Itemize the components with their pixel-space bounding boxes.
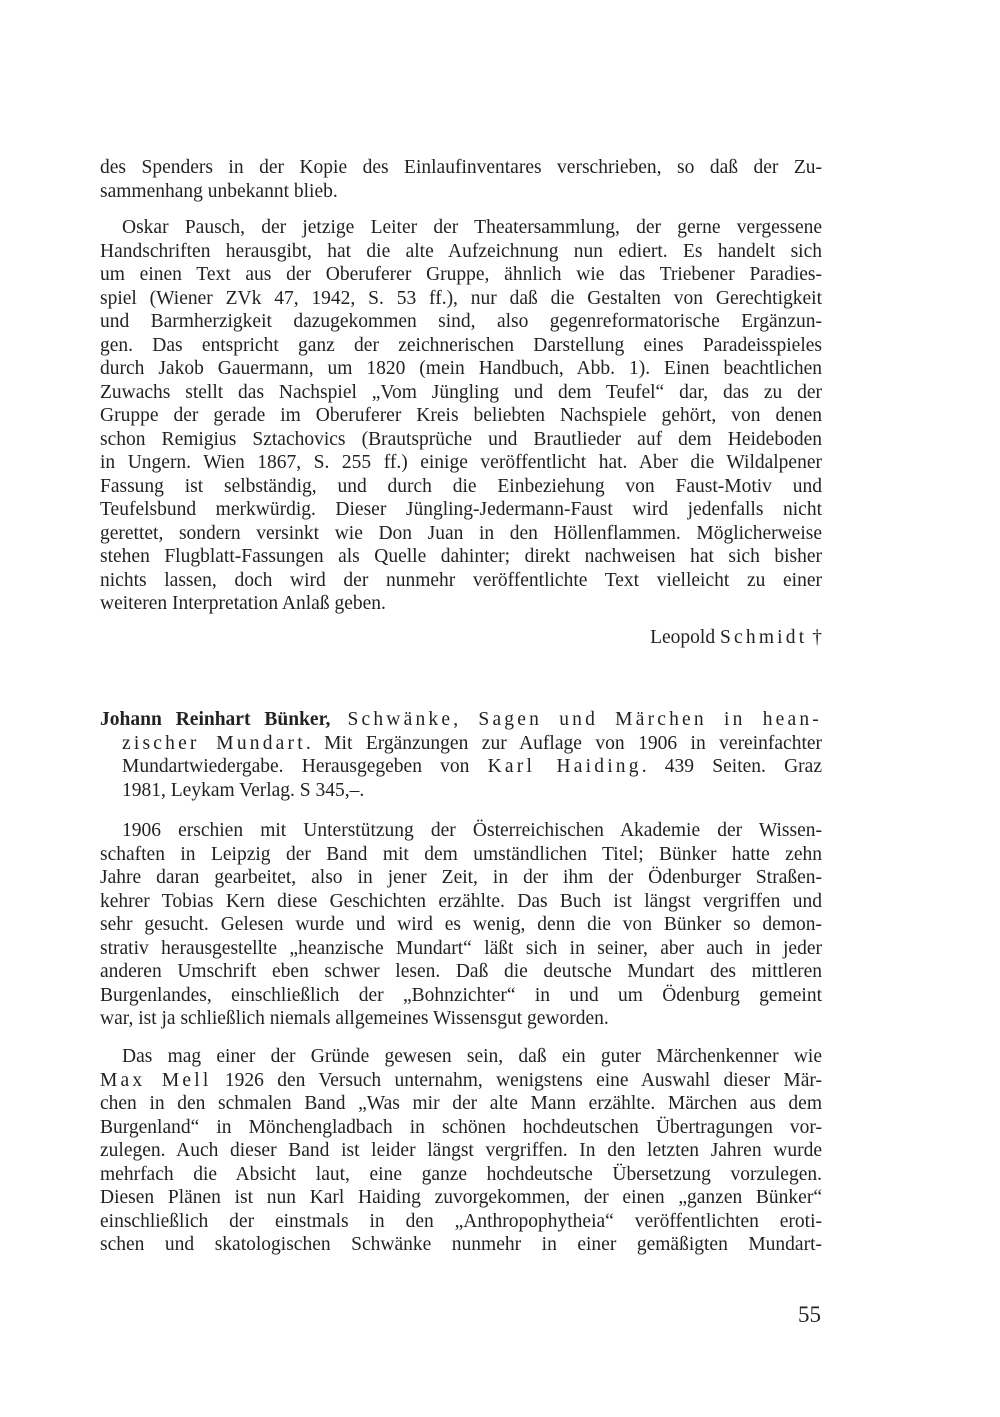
text-segment: zischer Mundart <box>122 732 306 754</box>
paragraph <box>100 156 822 203</box>
text-line: weiteren Interpretation Anlaß geben. <box>100 593 386 614</box>
deceased-mark: † <box>812 627 822 648</box>
paragraph <box>100 216 822 616</box>
text-line: um einen Text aus der Oberuferer Gruppe, ähnlich wie das Triebener Paradies- <box>100 264 822 285</box>
text-line: chen in den schmalen Band „Was mir der alte Mann erzählte. Märchen aus dem <box>100 1093 822 1114</box>
author-name: Johann Reinhart Bünker, <box>100 709 331 730</box>
text-line: stehen Flugblatt-Fassungen als Quelle dahinter; direkt nachweisen hat sich bisher <box>100 546 822 567</box>
text-line: kehrer Tobias Kern diese Geschichten erzählte. Das Buch ist längst vergriffen und <box>100 890 822 912</box>
text-line: strativ herausgestellte „heanzische Mundart“ läßt sich in seiner, aber auch in jeder <box>100 937 822 959</box>
text-line: schon Remigius Sztachovics (Brautsprüche und Brautlieder auf dem Heideboden <box>100 428 822 450</box>
text-line: schen und skatologischen Schwänke nunmehr in einer gemäßigten Mundart- <box>100 1234 822 1255</box>
page-number: 55 <box>798 1302 821 1327</box>
text-segment: Max Mell <box>100 1069 212 1091</box>
text-line: Gruppe der gerade im Oberuferer Kreis beliebten Nachspiele gehört, von denen <box>100 405 822 426</box>
text-line: des Spenders in der Kopie des Einlaufinventares verschrieben, so daß der Zu- <box>100 157 822 178</box>
text-line: gerettet, sondern versinkt wie Don Juan in den Höllenflammen. Möglicherweise <box>100 522 822 544</box>
text-line: Burgenlandes, einschließlich der „Bohnzichter“ in und um Ödenburg gemeint <box>100 984 822 1006</box>
text-line: 1906 erschien mit Unterstützung der Österreichischen Akademie der Wissen- <box>122 820 822 841</box>
text-segment: . 439 Seiten. Graz <box>641 756 822 777</box>
text-line <box>100 732 822 756</box>
text-line: zulegen. Auch dieser Band ist leider längst vergriffen. In den letzten Jahren wurde <box>100 1140 822 1161</box>
text-line: Handschriften herausgibt, hat die alte Aufzeichnung nun ediert. Es handelt sich <box>100 240 822 262</box>
review-heading <box>100 708 822 802</box>
text-segment: Karl Haiding <box>487 756 642 777</box>
signature-first-name: Leopold <box>650 627 716 648</box>
review-signature <box>650 627 822 649</box>
text-line: sehr gesucht. Gelesen wurde und wird es wenig, denn die von Bünker so demon- <box>100 914 822 935</box>
text-line: und Barmherzigkeit dazugekommen sind, also gegenreformatorische Ergänzun- <box>100 311 822 332</box>
text-line: schaften in Leipzig der Band mit dem umständlichen Titel; Bünker hatte zehn <box>100 843 822 865</box>
text-line: gen. Das entspricht ganz der zeichnerischen Darstellung eines Paradeisspieles <box>100 334 822 356</box>
text-line: nichts lassen, doch wird der nunmehr veröffentlichte Text vielleicht zu einer <box>100 569 822 591</box>
text-line: war, ist ja schließlich niemals allgemeines Wissensgut geworden. <box>100 1008 609 1029</box>
paragraph <box>100 1045 822 1257</box>
text-segment: . Mit Ergänzungen zur Auflage von 1906 in vereinfachter <box>305 732 823 754</box>
text-line: in Ungern. Wien 1867, S. 255 ff.) einige veröffentlicht hat. Aber die Wildalpener <box>100 452 822 473</box>
text-line: Jahre daran gearbeitet, also in jener Zeit, in der ihm der Ödenburger Straßen- <box>100 867 822 888</box>
text-line: sammenhang unbekannt blieb. <box>100 180 338 202</box>
text-segment: 1926 den Versuch unternahm, wenigstens eine Auswahl dieser Mär- <box>211 1069 822 1091</box>
text-line: Das mag einer der Gründe gewesen sein, daß ein guter Märchenkenner wie <box>122 1046 822 1067</box>
paragraph <box>100 819 822 1031</box>
text-segment: Schwänke, Sagen und Märchen in hean- <box>330 709 822 730</box>
text-segment: Mundartwiedergabe. Herausgegeben von <box>122 756 488 777</box>
text-line: Burgenland“ in Mönchengladbach in schönen hochdeutschen Übertragungen vor- <box>100 1116 822 1138</box>
text-line: Diesen Plänen ist nun Karl Haiding zuvorgekommen, der einen „ganzen Bünker“ <box>100 1187 822 1208</box>
text-line: anderen Umschrift eben schwer lesen. Daß die deutsche Mundart des mittleren <box>100 961 822 982</box>
text-line <box>100 708 822 732</box>
text-line: Teufelsbund merkwürdig. Dieser Jüngling-Jedermann-Faust wird jedenfalls nicht <box>100 499 822 520</box>
text-line: Fassung ist selbständig, und durch die Einbeziehung von Faust-Motiv und <box>100 475 822 497</box>
text-line: Zuwachs stellt das Nachspiel „Vom Jüngling und dem Teufel“ dar, das zu der <box>100 381 822 403</box>
text-line <box>100 755 822 779</box>
text-line <box>100 1069 822 1093</box>
text-line: einschließlich der einstmals in den „Anthropophytheia“ veröffentlichten eroti- <box>100 1210 822 1232</box>
text-line: Oskar Pausch, der jetzige Leiter der Theatersammlung, der gerne vergessene <box>122 217 822 238</box>
text-line: durch Jakob Gauermann, um 1820 (mein Handbuch, Abb. 1). Einen beachtlichen <box>100 358 822 379</box>
text-line: 1981, Leykam Verlag. S 345,–. <box>122 779 365 801</box>
text-line: spiel (Wiener ZVk 47, 1942, S. 53 ff.), nur daß die Gestalten von Gerechtigkeit <box>100 287 822 309</box>
signature-last-name: Schmidt <box>719 627 808 648</box>
text-line: mehrfach die Absicht laut, eine ganze hochdeutsche Übersetzung vorzulegen. <box>100 1163 822 1185</box>
